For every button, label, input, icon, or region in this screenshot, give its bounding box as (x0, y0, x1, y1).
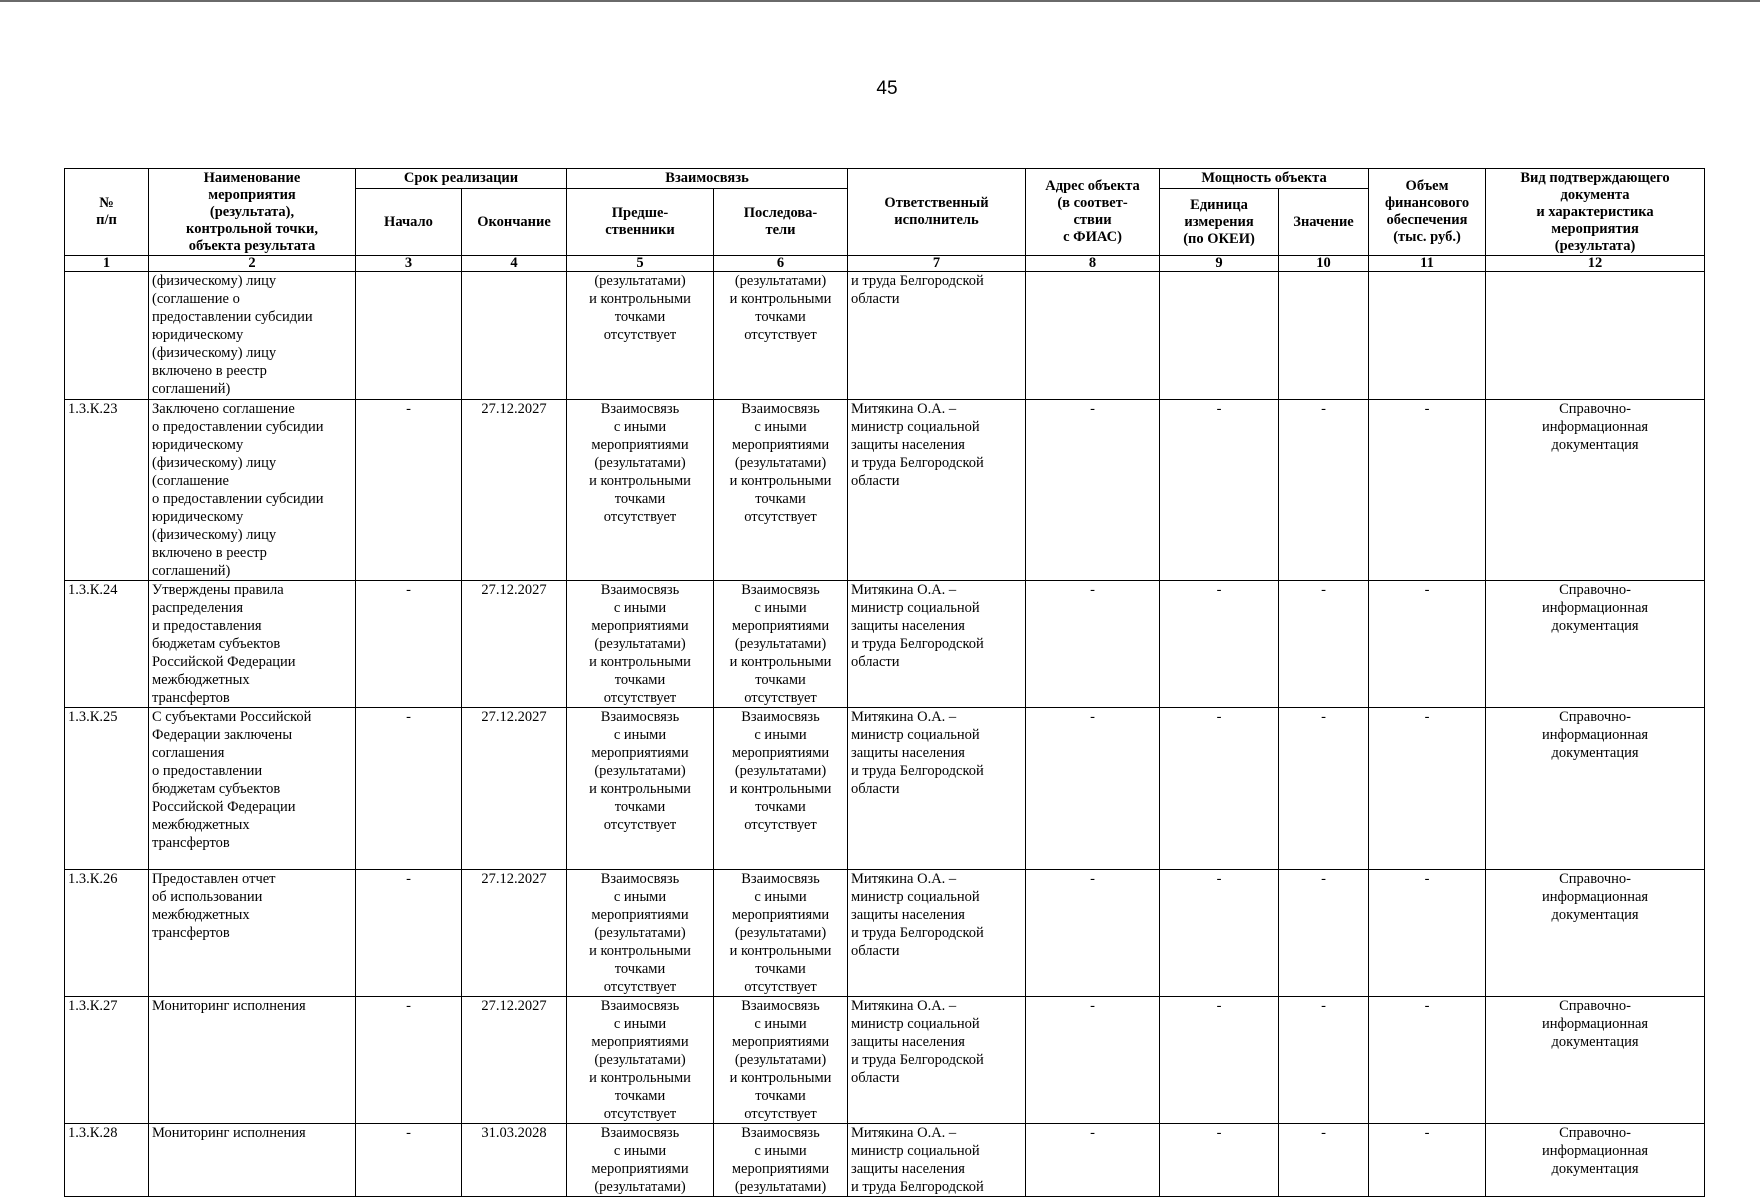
row-predecessors: Взаимосвязь с иными мероприятиями (результатами) (567, 1124, 714, 1197)
table-row (65, 708, 1705, 870)
column-number: 8 (1026, 256, 1160, 272)
row-address: - (1026, 997, 1160, 1124)
header-name: Наименование мероприятия (результата), контрольной точки, объекта результата (149, 169, 356, 256)
table-row (65, 400, 1705, 581)
row-funding: - (1369, 581, 1486, 708)
row-unit: - (1160, 870, 1279, 997)
column-number: 4 (462, 256, 567, 272)
row-value: - (1279, 400, 1369, 581)
row-name: Заключено соглашение о предоставлении субсидии юридическому (физическому) лицу (соглашение о предоставлении субсидии юридическому (физическому) лицу включено в реестр соглашений) (149, 400, 356, 581)
row-value: - (1279, 708, 1369, 870)
table-row (65, 997, 1705, 1124)
row-value: - (1279, 581, 1369, 708)
row-funding: - (1369, 1124, 1486, 1197)
column-number: 3 (356, 256, 462, 272)
row-funding: - (1369, 870, 1486, 997)
row-end (462, 272, 567, 400)
row-successors: Взаимосвязь с иными мероприятиями (результатами) и контрольными точками отсутствует (714, 581, 848, 708)
row-unit: - (1160, 1124, 1279, 1197)
row-name: С субъектами Российской Федерации заключены соглашения о предоставлении бюджетам субъектов Российской Федерации межбюджетных трансфертов (149, 708, 356, 870)
row-funding: - (1369, 400, 1486, 581)
table-row (65, 870, 1705, 997)
row-unit: - (1160, 400, 1279, 581)
row-doc: Справочно- информационная документация (1486, 708, 1705, 870)
row-predecessors: Взаимосвязь с иными мероприятиями (результатами) и контрольными точками отсутствует (567, 708, 714, 870)
page-number: 45 (876, 78, 898, 99)
row-successors: Взаимосвязь с иными мероприятиями (результатами) и контрольными точками отсутствует (714, 400, 848, 581)
header-predecessors: Предше- ственники (567, 189, 714, 256)
page-top-rule (0, 0, 1760, 2)
row-end: 31.03.2028 (462, 1124, 567, 1197)
header-start: Начало (356, 189, 462, 256)
column-number: 6 (714, 256, 848, 272)
column-number: 2 (149, 256, 356, 272)
row-name: (физическому) лицу (соглашение о предоставлении субсидии юридическому (физическому) лицу включено в реестр соглашений) (149, 272, 356, 400)
row-unit: - (1160, 708, 1279, 870)
row-address: - (1026, 1124, 1160, 1197)
row-responsible: Митякина О.А. – министр социальной защиты населения и труда Белгородской (848, 1124, 1026, 1197)
row-predecessors: Взаимосвязь с иными мероприятиями (результатами) и контрольными точками отсутствует (567, 870, 714, 997)
header-doc-type: Вид подтверждающего документа и характеристика мероприятия (результата) (1486, 169, 1705, 256)
row-responsible: Митякина О.А. – министр социальной защиты населения и труда Белгородской области (848, 997, 1026, 1124)
header-num: № п/п (65, 169, 149, 256)
row-name: Утверждены правила распределения и предоставления бюджетам субъектов Российской Федерации межбюджетных трансфертов (149, 581, 356, 708)
row-start: - (356, 400, 462, 581)
row-successors: (результатами) и контрольными точками отсутствует (714, 272, 848, 400)
row-name: Предоставлен отчет об использовании межбюджетных трансфертов (149, 870, 356, 997)
table-header (65, 169, 1705, 272)
row-successors: Взаимосвязь с иными мероприятиями (результатами) (714, 1124, 848, 1197)
row-id: 1.3.К.27 (65, 997, 149, 1124)
column-number: 11 (1369, 256, 1486, 272)
row-funding: - (1369, 708, 1486, 870)
row-start (356, 272, 462, 400)
row-name: Мониторинг исполнения (149, 1124, 356, 1197)
row-id: 1.3.К.25 (65, 708, 149, 870)
row-address: - (1026, 400, 1160, 581)
header-unit: Единица измерения (по ОКЕИ) (1160, 189, 1279, 256)
row-unit: - (1160, 581, 1279, 708)
row-responsible: Митякина О.А. – министр социальной защиты населения и труда Белгородской области (848, 708, 1026, 870)
column-number: 1 (65, 256, 149, 272)
header-end: Окончание (462, 189, 567, 256)
row-end: 27.12.2027 (462, 870, 567, 997)
row-start: - (356, 708, 462, 870)
row-doc: Справочно- информационная документация (1486, 581, 1705, 708)
row-end: 27.12.2027 (462, 400, 567, 581)
row-value: - (1279, 1124, 1369, 1197)
row-start: - (356, 1124, 462, 1197)
row-unit: - (1160, 997, 1279, 1124)
row-successors: Взаимосвязь с иными мероприятиями (результатами) и контрольными точками отсутствует (714, 708, 848, 870)
row-end: 27.12.2027 (462, 581, 567, 708)
row-id: 1.3.К.26 (65, 870, 149, 997)
column-number: 12 (1486, 256, 1705, 272)
row-unit (1160, 272, 1279, 400)
row-predecessors: (результатами) и контрольными точками отсутствует (567, 272, 714, 400)
header-capacity-group: Мощность объекта (1160, 169, 1369, 189)
row-address: - (1026, 581, 1160, 708)
table-body (65, 272, 1705, 1197)
column-number: 10 (1279, 256, 1369, 272)
header-address: Адрес объекта (в соответ- ствии с ФИАС) (1026, 169, 1160, 256)
row-value: - (1279, 870, 1369, 997)
row-id: 1.3.К.28 (65, 1124, 149, 1197)
row-doc: Справочно- информационная документация (1486, 997, 1705, 1124)
row-doc: Справочно- информационная документация (1486, 1124, 1705, 1197)
row-successors: Взаимосвязь с иными мероприятиями (результатами) и контрольными точками отсутствует (714, 997, 848, 1124)
row-start: - (356, 997, 462, 1124)
row-id: 1.3.К.23 (65, 400, 149, 581)
row-predecessors: Взаимосвязь с иными мероприятиями (результатами) и контрольными точками отсутствует (567, 400, 714, 581)
row-name: Мониторинг исполнения (149, 997, 356, 1124)
activities-table (64, 168, 1705, 1197)
row-predecessors: Взаимосвязь с иными мероприятиями (результатами) и контрольными точками отсутствует (567, 581, 714, 708)
table-row (65, 1124, 1705, 1197)
row-funding: - (1369, 997, 1486, 1124)
row-doc (1486, 272, 1705, 400)
header-successors: Последова- тели (714, 189, 848, 256)
table-row (65, 581, 1705, 708)
row-id (65, 272, 149, 400)
row-predecessors: Взаимосвязь с иными мероприятиями (результатами) и контрольными точками отсутствует (567, 997, 714, 1124)
table-row (65, 272, 1705, 400)
header-responsible: Ответственный исполнитель (848, 169, 1026, 256)
column-number: 7 (848, 256, 1026, 272)
row-responsible: Митякина О.А. – министр социальной защиты населения и труда Белгородской области (848, 400, 1026, 581)
row-value (1279, 272, 1369, 400)
row-responsible: и труда Белгородской области (848, 272, 1026, 400)
header-value: Значение (1279, 189, 1369, 256)
row-successors: Взаимосвязь с иными мероприятиями (результатами) и контрольными точками отсутствует (714, 870, 848, 997)
row-responsible: Митякина О.А. – министр социальной защиты населения и труда Белгородской области (848, 870, 1026, 997)
row-end: 27.12.2027 (462, 997, 567, 1124)
column-number: 5 (567, 256, 714, 272)
row-doc: Справочно- информационная документация (1486, 870, 1705, 997)
row-start: - (356, 870, 462, 997)
row-address: - (1026, 870, 1160, 997)
column-number: 9 (1160, 256, 1279, 272)
header-term-group: Срок реализации (356, 169, 567, 189)
row-end: 27.12.2027 (462, 708, 567, 870)
row-start: - (356, 581, 462, 708)
row-address: - (1026, 708, 1160, 870)
header-funding: Объем финансового обеспечения (тыс. руб.) (1369, 169, 1486, 256)
header-link-group: Взаимосвязь (567, 169, 848, 189)
row-doc: Справочно- информационная документация (1486, 400, 1705, 581)
row-id: 1.3.К.24 (65, 581, 149, 708)
row-address (1026, 272, 1160, 400)
row-responsible: Митякина О.А. – министр социальной защиты населения и труда Белгородской области (848, 581, 1026, 708)
row-value: - (1279, 997, 1369, 1124)
row-funding (1369, 272, 1486, 400)
